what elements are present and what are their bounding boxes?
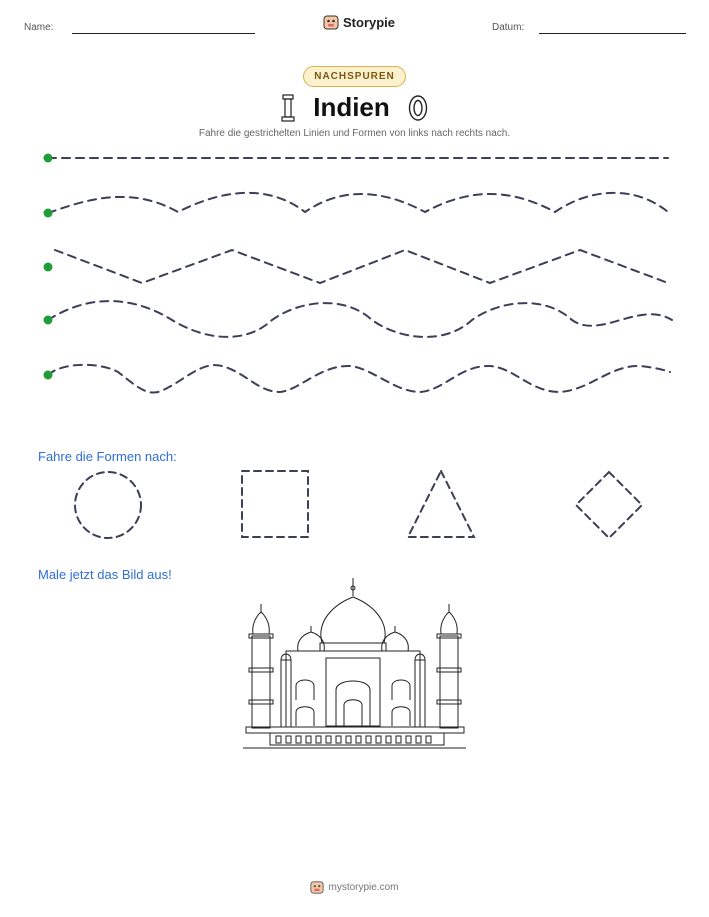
instructions-text: Fahre die gestrichelten Linien und Formen von links nach rechts nach. [198,128,511,139]
shape-diamond [576,472,642,538]
nachspuren-badge: NACHSPUREN [303,66,406,87]
footer [310,880,398,894]
tracing-line-soft-wave [48,193,668,213]
tracing-line-zigzag [55,250,668,283]
name-line[interactable] [72,33,255,34]
shape-square [242,471,308,537]
page-title: Indien [313,92,390,122]
date-label: Datum: [492,22,525,33]
taj-mahal-drawing [240,575,470,755]
tracing-line-wave [48,301,672,337]
shape-triangle [408,471,474,537]
tracing-line-loop-wave [48,365,670,393]
start-dot [44,371,53,380]
shapes-heading: Fahre die Formen nach: [38,449,177,464]
pillar-icon [281,94,295,122]
storypie-mascot-icon [323,14,339,30]
coloring-heading: Male jetzt das Bild aus! [38,567,172,582]
title-row [0,92,709,123]
start-dot [44,316,53,325]
start-dot [44,154,53,163]
start-dot [44,209,53,218]
storypie-mascot-icon [310,880,324,894]
tracing-lines [0,140,709,400]
date-line[interactable] [539,33,686,34]
footer-url[interactable]: mystorypie.com [328,881,399,893]
brand-name: Storypie [343,14,396,30]
zero-outline-icon [408,94,428,122]
tracing-shapes [0,462,709,546]
shape-circle [75,472,141,538]
start-dot [44,263,53,272]
name-label: Name: [24,22,54,33]
storypie-logo [323,14,395,30]
